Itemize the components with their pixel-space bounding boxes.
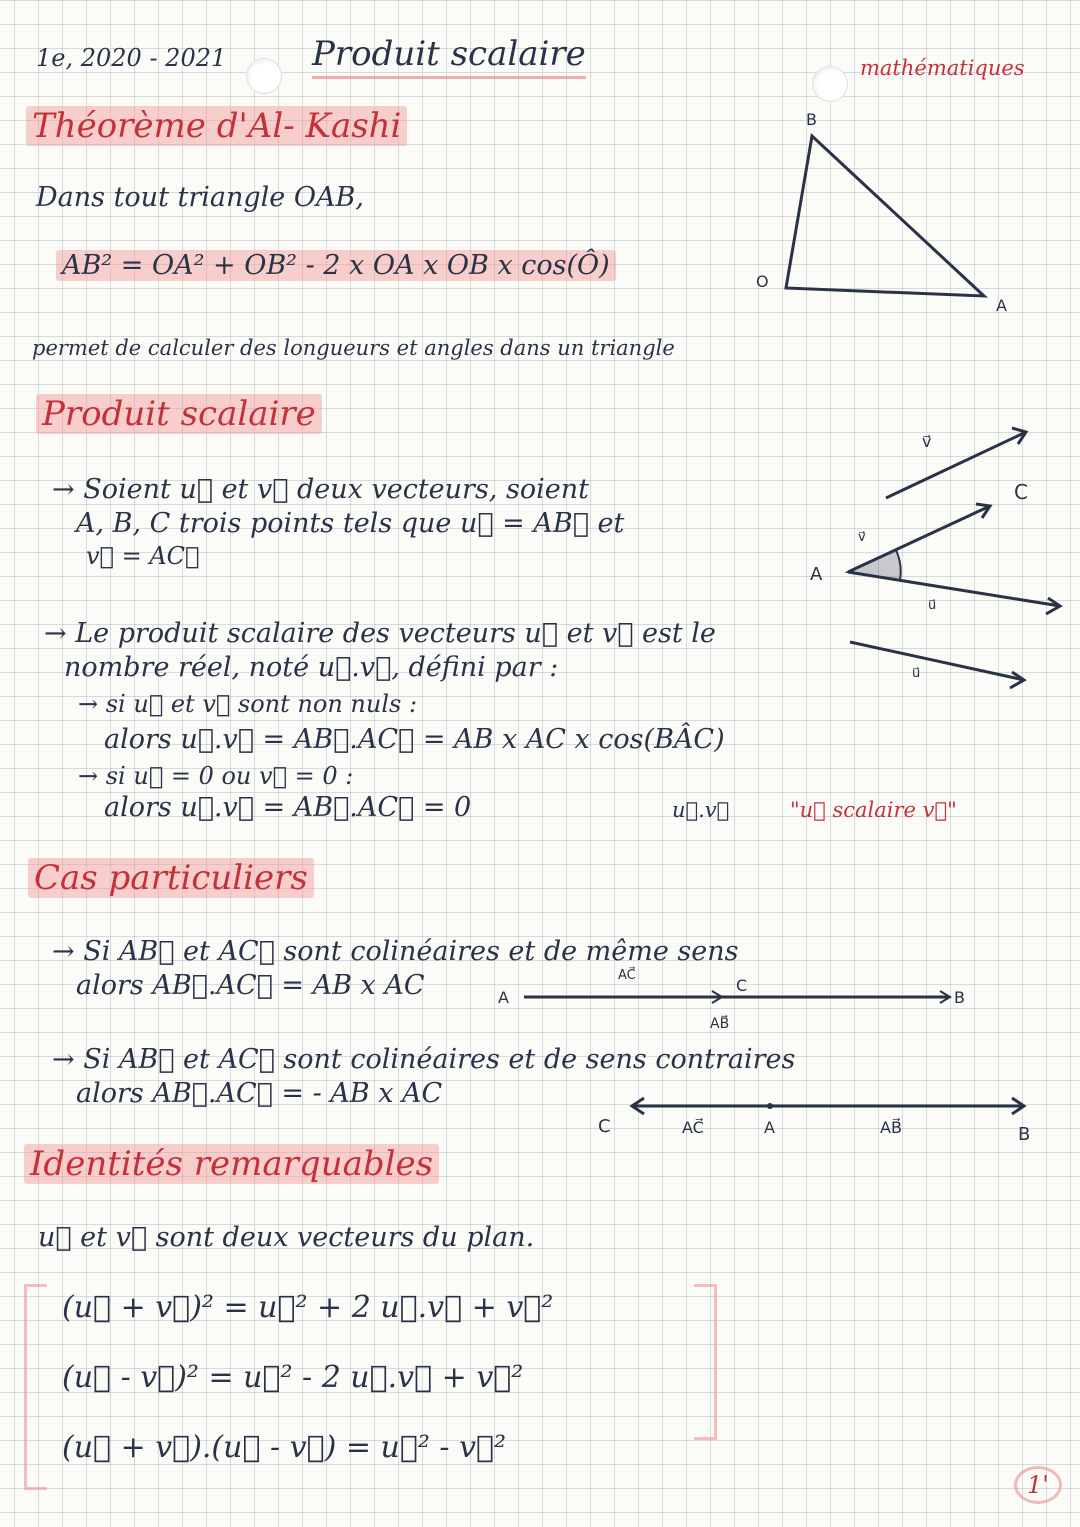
al-kashi-formula: AB² = OA² + OB² - 2 x OA x OB x cos(Ô) bbox=[56, 250, 616, 281]
subject-label: mathématiques bbox=[860, 56, 1025, 80]
same-label-ab: AB⃗ bbox=[710, 1016, 730, 1032]
angle-bac-mark bbox=[848, 550, 901, 580]
cp-line1: → Si AB⃗ et AC⃗ sont colinéaires et de même sens bbox=[52, 936, 739, 967]
ps-line7: alors u⃗.v⃗ = AB⃗.AC⃗ = AB x AC x cos(BÂC) bbox=[104, 724, 725, 755]
opp-label-b: B bbox=[1018, 1124, 1031, 1145]
ps-reading: u⃗.v⃗ bbox=[672, 798, 730, 822]
same-label-ac: AC⃗ bbox=[618, 968, 636, 983]
diagram-label-v-small: v⃗ bbox=[858, 530, 866, 545]
al-kashi-note: permet de calculer des longueurs et angles dans un triangle bbox=[32, 336, 675, 360]
page-number: 1' bbox=[1014, 1466, 1062, 1504]
ps-line6: → si u⃗ et v⃗ sont non nuls : bbox=[78, 690, 418, 718]
diagram-label-u-mid: u⃗ bbox=[928, 598, 937, 613]
cp-line3: → Si AB⃗ et AC⃗ sont colinéaires et de sens contraires bbox=[52, 1044, 796, 1075]
ps-reading-note: "u⃗ scalaire v⃗" bbox=[790, 798, 957, 822]
identities-right-bracket bbox=[694, 1284, 717, 1440]
same-label-c: C bbox=[736, 976, 748, 995]
ps-line8: → si u⃗ = 0 ou v⃗ = 0 : bbox=[78, 762, 354, 790]
diagram-label-u-low: u⃗ bbox=[912, 666, 921, 681]
section-title-al-kashi: Théorème d'Al- Kashi bbox=[26, 106, 407, 146]
ps-line5: nombre réel, noté u⃗.v⃗, défini par : bbox=[64, 652, 559, 683]
section-title-identites: Identités remarquables bbox=[24, 1144, 439, 1184]
same-label-a: A bbox=[498, 988, 509, 1007]
identites-intro: u⃗ et v⃗ sont deux vecteurs du plan. bbox=[38, 1222, 535, 1253]
triangle-label-a: A bbox=[996, 296, 1007, 315]
diagram-label-c: C bbox=[1014, 480, 1028, 504]
vector-u-low bbox=[850, 642, 1024, 680]
point-a-opposite bbox=[767, 1103, 773, 1109]
opp-label-a: A bbox=[764, 1118, 775, 1137]
ps-line2: A, B, C trois points tels que u⃗ = AB⃗ et bbox=[76, 508, 625, 539]
triangle-label-o: O bbox=[756, 272, 769, 291]
opp-label-ab: AB⃗ bbox=[880, 1118, 902, 1137]
ps-line3: v⃗ = AC⃗ bbox=[86, 542, 200, 570]
ps-line4: → Le produit scalaire des vecteurs u⃗ et v⃗ est le bbox=[44, 618, 716, 649]
triangle-label-b: B bbox=[806, 110, 817, 129]
identity-2: (u⃗ - v⃗)² = u⃗² - 2 u⃗.v⃗ + v⃗² bbox=[62, 1360, 524, 1395]
page-title: Produit scalaire bbox=[312, 34, 586, 79]
identity-3: (u⃗ + v⃗).(u⃗ - v⃗) = u⃗² - v⃗² bbox=[62, 1430, 507, 1465]
same-label-b: B bbox=[954, 988, 965, 1007]
opp-label-ac: AC⃗ bbox=[682, 1118, 704, 1137]
cp-line4: alors AB⃗.AC⃗ = - AB x AC bbox=[76, 1078, 443, 1109]
section-title-cas-particuliers: Cas particuliers bbox=[28, 858, 314, 898]
diagram-label-a: A bbox=[810, 564, 823, 585]
identities-left-bracket bbox=[24, 1284, 47, 1490]
ps-line1: → Soient u⃗ et v⃗ deux vecteurs, soient bbox=[52, 474, 589, 505]
cp-line2: alors AB⃗.AC⃗ = AB x AC bbox=[76, 970, 425, 1001]
triangle-oab bbox=[786, 136, 984, 296]
class-year: 1e, 2020 - 2021 bbox=[36, 44, 227, 72]
opp-label-c: C bbox=[598, 1116, 611, 1137]
section-title-produit-scalaire: Produit scalaire bbox=[36, 394, 322, 434]
identity-1: (u⃗ + v⃗)² = u⃗² + 2 u⃗.v⃗ + v⃗² bbox=[62, 1290, 554, 1325]
ps-line9: alors u⃗.v⃗ = AB⃗.AC⃗ = 0 bbox=[104, 792, 472, 823]
vector-v-top bbox=[886, 432, 1026, 498]
al-kashi-intro: Dans tout triangle OAB, bbox=[36, 182, 364, 213]
diagram-label-v-top: v⃗ bbox=[922, 432, 932, 451]
